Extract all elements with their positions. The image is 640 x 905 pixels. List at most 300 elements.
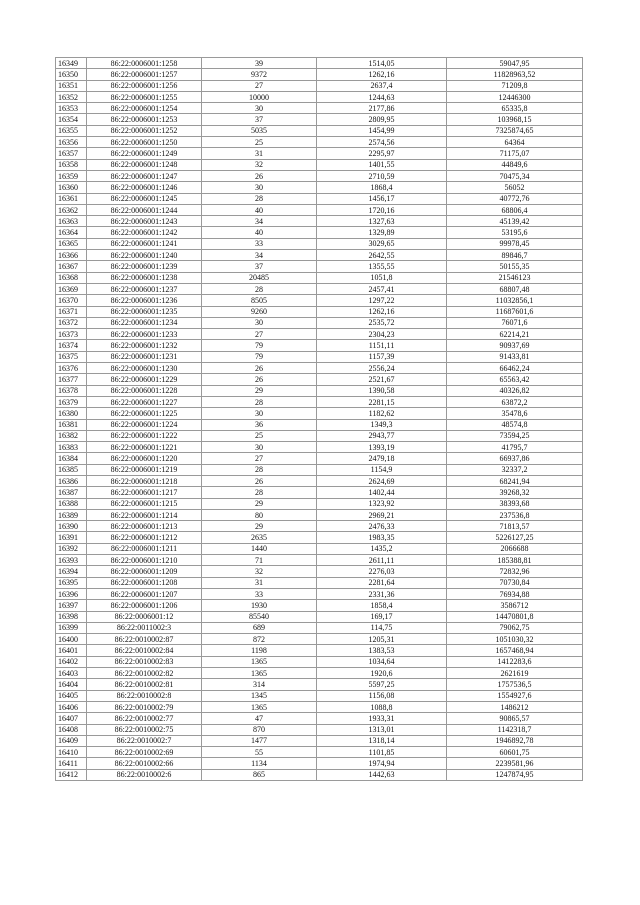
unit-value-cell: 2331,36 xyxy=(317,588,447,599)
cadastral-number-cell: 86:22:0006001:1220 xyxy=(87,453,202,464)
cadastral-value-cell: 63872,2 xyxy=(447,396,583,407)
row-number-cell: 16405 xyxy=(56,690,87,701)
cadastral-number-cell: 86:22:0006001:1252 xyxy=(87,125,202,136)
row-number-cell: 16401 xyxy=(56,645,87,656)
unit-value-cell: 1182,62 xyxy=(317,408,447,419)
row-number-cell: 16350 xyxy=(56,69,87,80)
unit-value-cell: 1920,6 xyxy=(317,668,447,679)
cadastral-number-cell: 86:22:0006001:1232 xyxy=(87,340,202,351)
cadastral-value-cell: 185388,81 xyxy=(447,555,583,566)
cadastral-number-cell: 86:22:0006001:1208 xyxy=(87,577,202,588)
cadastral-value-cell: 14470801,8 xyxy=(447,611,583,622)
cadastral-value-cell: 32337,2 xyxy=(447,464,583,475)
area-cell: 30 xyxy=(202,182,317,193)
cadastral-value-cell: 71813,57 xyxy=(447,521,583,532)
area-cell: 29 xyxy=(202,385,317,396)
area-cell: 9260 xyxy=(202,306,317,317)
area-cell: 28 xyxy=(202,283,317,294)
row-number-cell: 16381 xyxy=(56,419,87,430)
table-row xyxy=(56,713,583,724)
cadastral-value-cell: 60601,75 xyxy=(447,747,583,758)
table-row xyxy=(56,735,583,746)
cadastral-value-cell: 40326,82 xyxy=(447,385,583,396)
unit-value-cell: 1262,16 xyxy=(317,69,447,80)
table-row xyxy=(56,611,583,622)
unit-value-cell: 2943,77 xyxy=(317,430,447,441)
table-row xyxy=(56,103,583,114)
row-number-cell: 16408 xyxy=(56,724,87,735)
row-number-cell: 16391 xyxy=(56,532,87,543)
unit-value-cell: 1456,17 xyxy=(317,193,447,204)
row-number-cell: 16395 xyxy=(56,577,87,588)
area-cell: 55 xyxy=(202,747,317,758)
row-number-cell: 16406 xyxy=(56,701,87,712)
row-number-cell: 16404 xyxy=(56,679,87,690)
unit-value-cell: 2281,15 xyxy=(317,396,447,407)
cadastral-value-cell: 1051030,32 xyxy=(447,634,583,645)
unit-value-cell: 1390,58 xyxy=(317,385,447,396)
row-number-cell: 16357 xyxy=(56,148,87,159)
row-number-cell: 16365 xyxy=(56,238,87,249)
table-row xyxy=(56,769,583,780)
table-row xyxy=(56,498,583,509)
unit-value-cell: 1318,14 xyxy=(317,735,447,746)
row-number-cell: 16400 xyxy=(56,634,87,645)
table-row xyxy=(56,80,583,91)
area-cell: 1365 xyxy=(202,656,317,667)
cadastral-value-cell: 79062,75 xyxy=(447,622,583,633)
area-cell: 27 xyxy=(202,453,317,464)
row-number-cell: 16399 xyxy=(56,622,87,633)
unit-value-cell: 5597,25 xyxy=(317,679,447,690)
cadastral-value-cell: 90937,69 xyxy=(447,340,583,351)
row-number-cell: 16361 xyxy=(56,193,87,204)
cadastral-value-cell: 71209,8 xyxy=(447,80,583,91)
cadastral-number-cell: 86:22:0010002:8 xyxy=(87,690,202,701)
table-row xyxy=(56,170,583,181)
cadastral-number-cell: 86:22:0006001:1239 xyxy=(87,261,202,272)
row-number-cell: 16373 xyxy=(56,329,87,340)
area-cell: 32 xyxy=(202,159,317,170)
unit-value-cell: 2642,55 xyxy=(317,250,447,261)
cadastral-number-cell: 86:22:0010002:79 xyxy=(87,701,202,712)
cadastral-number-cell: 86:22:0006001:1246 xyxy=(87,182,202,193)
cadastral-number-cell: 86:22:0006001:1214 xyxy=(87,509,202,520)
cadastral-value-cell: 11828963,52 xyxy=(447,69,583,80)
cadastral-value-cell: 76934,88 xyxy=(447,588,583,599)
table-row xyxy=(56,679,583,690)
area-cell: 34 xyxy=(202,250,317,261)
cadastral-number-cell: 86:22:0010002:77 xyxy=(87,713,202,724)
cadastral-number-cell: 86:22:0006001:1256 xyxy=(87,80,202,91)
unit-value-cell: 1720,16 xyxy=(317,204,447,215)
area-cell: 30 xyxy=(202,408,317,419)
cadastral-value-cell: 1554927,6 xyxy=(447,690,583,701)
row-number-cell: 16410 xyxy=(56,747,87,758)
cadastral-value-cell: 44849,6 xyxy=(447,159,583,170)
area-cell: 1365 xyxy=(202,701,317,712)
row-number-cell: 16380 xyxy=(56,408,87,419)
cadastral-number-cell: 86:22:0006001:1234 xyxy=(87,317,202,328)
row-number-cell: 16394 xyxy=(56,566,87,577)
area-cell: 1198 xyxy=(202,645,317,656)
cadastral-number-cell: 86:22:0006001:1230 xyxy=(87,363,202,374)
cadastral-value-cell: 65335,8 xyxy=(447,103,583,114)
table-row xyxy=(56,442,583,453)
unit-value-cell: 1514,05 xyxy=(317,58,447,69)
unit-value-cell: 1034,64 xyxy=(317,656,447,667)
table-row xyxy=(56,408,583,419)
cadastral-value-cell: 76071,6 xyxy=(447,317,583,328)
table-row xyxy=(56,69,583,80)
table-row xyxy=(56,159,583,170)
cadastral-number-cell: 86:22:0006001:1225 xyxy=(87,408,202,419)
cadastral-value-cell: 48574,8 xyxy=(447,419,583,430)
area-cell: 26 xyxy=(202,374,317,385)
row-number-cell: 16376 xyxy=(56,363,87,374)
table-row xyxy=(56,227,583,238)
cadastral-value-cell: 70730,84 xyxy=(447,577,583,588)
row-number-cell: 16390 xyxy=(56,521,87,532)
area-cell: 5035 xyxy=(202,125,317,136)
unit-value-cell: 1157,39 xyxy=(317,351,447,362)
row-number-cell: 16367 xyxy=(56,261,87,272)
cadastral-value-cell: 64364 xyxy=(447,137,583,148)
row-number-cell: 16385 xyxy=(56,464,87,475)
table-row xyxy=(56,724,583,735)
cadastral-value-cell: 1247874,95 xyxy=(447,769,583,780)
cadastral-value-cell: 1657468,94 xyxy=(447,645,583,656)
unit-value-cell: 2556,24 xyxy=(317,363,447,374)
table-row xyxy=(56,521,583,532)
cadastral-number-cell: 86:22:0006001:1245 xyxy=(87,193,202,204)
table-row xyxy=(56,238,583,249)
area-cell: 2635 xyxy=(202,532,317,543)
area-cell: 27 xyxy=(202,80,317,91)
cadastral-number-cell: 86:22:0010002:7 xyxy=(87,735,202,746)
cadastral-value-cell: 90865,57 xyxy=(447,713,583,724)
area-cell: 79 xyxy=(202,351,317,362)
area-cell: 47 xyxy=(202,713,317,724)
cadastral-value-cell: 68241,94 xyxy=(447,475,583,486)
area-cell: 1345 xyxy=(202,690,317,701)
row-number-cell: 16356 xyxy=(56,137,87,148)
cadastral-number-cell: 86:22:0006001:1244 xyxy=(87,204,202,215)
row-number-cell: 16372 xyxy=(56,317,87,328)
cadastral-number-cell: 86:22:0006001:1250 xyxy=(87,137,202,148)
table-row xyxy=(56,668,583,679)
cadastral-number-cell: 86:22:0006001:1255 xyxy=(87,91,202,102)
cadastral-number-cell: 86:22:0006001:1217 xyxy=(87,487,202,498)
area-cell: 33 xyxy=(202,588,317,599)
cadastral-value-cell: 2239581,96 xyxy=(447,758,583,769)
cadastral-number-cell: 86:22:0006001:1224 xyxy=(87,419,202,430)
area-cell: 29 xyxy=(202,521,317,532)
cadastral-number-cell: 86:22:0006001:1209 xyxy=(87,566,202,577)
unit-value-cell: 2969,21 xyxy=(317,509,447,520)
cadastral-value-cell: 72832,96 xyxy=(447,566,583,577)
row-number-cell: 16403 xyxy=(56,668,87,679)
cadastral-value-cell: 21546123 xyxy=(447,272,583,283)
unit-value-cell: 1401,55 xyxy=(317,159,447,170)
cadastral-number-cell: 86:22:0010002:75 xyxy=(87,724,202,735)
unit-value-cell: 2624,69 xyxy=(317,475,447,486)
unit-value-cell: 1454,99 xyxy=(317,125,447,136)
table-row xyxy=(56,91,583,102)
table-row xyxy=(56,419,583,430)
unit-value-cell: 114,75 xyxy=(317,622,447,633)
unit-value-cell: 1402,44 xyxy=(317,487,447,498)
unit-value-cell: 1442,63 xyxy=(317,769,447,780)
row-number-cell: 16370 xyxy=(56,295,87,306)
area-cell: 28 xyxy=(202,487,317,498)
area-cell: 40 xyxy=(202,227,317,238)
unit-value-cell: 2479,18 xyxy=(317,453,447,464)
table-row xyxy=(56,566,583,577)
cadastral-number-cell: 86:22:0006001:1241 xyxy=(87,238,202,249)
table-row xyxy=(56,622,583,633)
table-row xyxy=(56,351,583,362)
table-row xyxy=(56,125,583,136)
row-number-cell: 16393 xyxy=(56,555,87,566)
cadastral-value-cell: 38393,68 xyxy=(447,498,583,509)
cadastral-value-cell: 59047,95 xyxy=(447,58,583,69)
table-row xyxy=(56,509,583,520)
area-cell: 10000 xyxy=(202,91,317,102)
table-row xyxy=(56,317,583,328)
row-number-cell: 16358 xyxy=(56,159,87,170)
table-body xyxy=(56,58,583,781)
area-cell: 20485 xyxy=(202,272,317,283)
row-number-cell: 16368 xyxy=(56,272,87,283)
unit-value-cell: 169,17 xyxy=(317,611,447,622)
table-row xyxy=(56,543,583,554)
cadastral-number-cell: 86:22:0010002:82 xyxy=(87,668,202,679)
row-number-cell: 16396 xyxy=(56,588,87,599)
cadastral-value-cell: 5226127,25 xyxy=(447,532,583,543)
table-row xyxy=(56,204,583,215)
unit-value-cell: 2457,41 xyxy=(317,283,447,294)
table-row xyxy=(56,182,583,193)
cadastral-value-cell: 1486212 xyxy=(447,701,583,712)
table-row xyxy=(56,114,583,125)
cadastral-number-cell: 86:22:0006001:1218 xyxy=(87,475,202,486)
cadastral-value-cell: 35478,6 xyxy=(447,408,583,419)
area-cell: 28 xyxy=(202,193,317,204)
area-cell: 80 xyxy=(202,509,317,520)
area-cell: 31 xyxy=(202,148,317,159)
unit-value-cell: 1205,31 xyxy=(317,634,447,645)
row-number-cell: 16411 xyxy=(56,758,87,769)
unit-value-cell: 2304,23 xyxy=(317,329,447,340)
table-row xyxy=(56,193,583,204)
area-cell: 26 xyxy=(202,170,317,181)
table-row xyxy=(56,283,583,294)
unit-value-cell: 1154,9 xyxy=(317,464,447,475)
unit-value-cell: 1933,31 xyxy=(317,713,447,724)
table-row xyxy=(56,374,583,385)
cadastral-number-cell: 86:22:0006001:1257 xyxy=(87,69,202,80)
area-cell: 32 xyxy=(202,566,317,577)
unit-value-cell: 2281,64 xyxy=(317,577,447,588)
table-row xyxy=(56,532,583,543)
cadastral-number-cell: 86:22:0006001:1222 xyxy=(87,430,202,441)
table-row xyxy=(56,555,583,566)
unit-value-cell: 1974,94 xyxy=(317,758,447,769)
unit-value-cell: 1983,35 xyxy=(317,532,447,543)
row-number-cell: 16353 xyxy=(56,103,87,114)
cadastral-number-cell: 86:22:0010002:69 xyxy=(87,747,202,758)
area-cell: 314 xyxy=(202,679,317,690)
table-row xyxy=(56,487,583,498)
cadastral-value-cell: 89846,7 xyxy=(447,250,583,261)
row-number-cell: 16389 xyxy=(56,509,87,520)
unit-value-cell: 2295,97 xyxy=(317,148,447,159)
cadastral-value-cell: 62214,21 xyxy=(447,329,583,340)
table-row xyxy=(56,645,583,656)
table-row xyxy=(56,272,583,283)
cadastral-number-cell: 86:22:0006001:1207 xyxy=(87,588,202,599)
area-cell: 1134 xyxy=(202,758,317,769)
table-row xyxy=(56,588,583,599)
cadastral-number-cell: 86:22:0006001:1210 xyxy=(87,555,202,566)
row-number-cell: 16349 xyxy=(56,58,87,69)
cadastral-number-cell: 86:22:0006001:1253 xyxy=(87,114,202,125)
cadastral-number-cell: 86:22:0010002:6 xyxy=(87,769,202,780)
cadastral-number-cell: 86:22:0006001:1235 xyxy=(87,306,202,317)
cadastral-number-cell: 86:22:0006001:1213 xyxy=(87,521,202,532)
area-cell: 30 xyxy=(202,317,317,328)
cadastral-value-cell: 1142318,7 xyxy=(447,724,583,735)
unit-value-cell: 2611,11 xyxy=(317,555,447,566)
cadastral-value-cell: 1412283,6 xyxy=(447,656,583,667)
cadastral-number-cell: 86:22:0010002:81 xyxy=(87,679,202,690)
table-row xyxy=(56,148,583,159)
cadastral-value-cell: 103968,15 xyxy=(447,114,583,125)
area-cell: 870 xyxy=(202,724,317,735)
row-number-cell: 16382 xyxy=(56,430,87,441)
row-number-cell: 16371 xyxy=(56,306,87,317)
area-cell: 34 xyxy=(202,216,317,227)
row-number-cell: 16377 xyxy=(56,374,87,385)
cadastral-value-cell: 73594,25 xyxy=(447,430,583,441)
cadastral-number-cell: 86:22:0006001:1242 xyxy=(87,227,202,238)
cadastral-value-cell: 99978,45 xyxy=(447,238,583,249)
cadastral-number-cell: 86:22:0006001:1236 xyxy=(87,295,202,306)
row-number-cell: 16369 xyxy=(56,283,87,294)
unit-value-cell: 2521,67 xyxy=(317,374,447,385)
cadastral-number-cell: 86:22:0006001:1227 xyxy=(87,396,202,407)
table-row xyxy=(56,363,583,374)
row-number-cell: 16351 xyxy=(56,80,87,91)
cadastral-number-cell: 86:22:0006001:1237 xyxy=(87,283,202,294)
table-row xyxy=(56,701,583,712)
cadastral-value-cell: 3586712 xyxy=(447,600,583,611)
area-cell: 30 xyxy=(202,442,317,453)
area-cell: 865 xyxy=(202,769,317,780)
cadastral-value-cell: 68807,48 xyxy=(447,283,583,294)
row-number-cell: 16378 xyxy=(56,385,87,396)
cadastral-number-cell: 86:22:0006001:1254 xyxy=(87,103,202,114)
cadastral-value-cell: 2066688 xyxy=(447,543,583,554)
area-cell: 28 xyxy=(202,396,317,407)
unit-value-cell: 1244,63 xyxy=(317,91,447,102)
unit-value-cell: 1051,8 xyxy=(317,272,447,283)
area-cell: 26 xyxy=(202,475,317,486)
table-row xyxy=(56,747,583,758)
table-row xyxy=(56,340,583,351)
table-row xyxy=(56,216,583,227)
cadastral-value-cell: 53195,6 xyxy=(447,227,583,238)
table-row xyxy=(56,250,583,261)
cadastral-value-cell: 237536,8 xyxy=(447,509,583,520)
table-row xyxy=(56,453,583,464)
cadastral-value-cell: 91433,81 xyxy=(447,351,583,362)
cadastral-value-cell: 50155,35 xyxy=(447,261,583,272)
cadastral-value-cell: 11032856,1 xyxy=(447,295,583,306)
row-number-cell: 16364 xyxy=(56,227,87,238)
table-row xyxy=(56,634,583,645)
unit-value-cell: 1151,11 xyxy=(317,340,447,351)
area-cell: 85540 xyxy=(202,611,317,622)
cadastral-number-cell: 86:22:0010002:87 xyxy=(87,634,202,645)
table-row xyxy=(56,137,583,148)
row-number-cell: 16359 xyxy=(56,170,87,181)
unit-value-cell: 1329,89 xyxy=(317,227,447,238)
area-cell: 1440 xyxy=(202,543,317,554)
cadastral-number-cell: 86:22:0006001:1221 xyxy=(87,442,202,453)
row-number-cell: 16402 xyxy=(56,656,87,667)
area-cell: 689 xyxy=(202,622,317,633)
table-row xyxy=(56,58,583,69)
table-row xyxy=(56,464,583,475)
cadastral-number-cell: 86:22:0006001:1212 xyxy=(87,532,202,543)
cadastral-number-cell: 86:22:0006001:1238 xyxy=(87,272,202,283)
cadastral-number-cell: 86:22:0006001:12 xyxy=(87,611,202,622)
row-number-cell: 16398 xyxy=(56,611,87,622)
area-cell: 31 xyxy=(202,577,317,588)
area-cell: 28 xyxy=(202,464,317,475)
unit-value-cell: 1262,16 xyxy=(317,306,447,317)
cadastral-value-cell: 66462,24 xyxy=(447,363,583,374)
unit-value-cell: 1313,01 xyxy=(317,724,447,735)
row-number-cell: 16374 xyxy=(56,340,87,351)
area-cell: 1930 xyxy=(202,600,317,611)
row-number-cell: 16407 xyxy=(56,713,87,724)
cadastral-number-cell: 86:22:0006001:1233 xyxy=(87,329,202,340)
area-cell: 79 xyxy=(202,340,317,351)
cadastral-number-cell: 86:22:0010002:83 xyxy=(87,656,202,667)
area-cell: 9372 xyxy=(202,69,317,80)
cadastral-value-cell: 56052 xyxy=(447,182,583,193)
area-cell: 25 xyxy=(202,430,317,441)
unit-value-cell: 2710,59 xyxy=(317,170,447,181)
cadastral-number-cell: 86:22:0006001:1247 xyxy=(87,170,202,181)
unit-value-cell: 2535,72 xyxy=(317,317,447,328)
table-row xyxy=(56,758,583,769)
cadastral-number-cell: 86:22:0011002:3 xyxy=(87,622,202,633)
unit-value-cell: 1323,92 xyxy=(317,498,447,509)
cadastral-value-cell: 45139,42 xyxy=(447,216,583,227)
area-cell: 30 xyxy=(202,103,317,114)
row-number-cell: 16388 xyxy=(56,498,87,509)
unit-value-cell: 1327,63 xyxy=(317,216,447,227)
cadastral-number-cell: 86:22:0010002:84 xyxy=(87,645,202,656)
row-number-cell: 16366 xyxy=(56,250,87,261)
cadastral-value-cell: 1757536,5 xyxy=(447,679,583,690)
cadastral-number-cell: 86:22:0006001:1229 xyxy=(87,374,202,385)
unit-value-cell: 3029,65 xyxy=(317,238,447,249)
